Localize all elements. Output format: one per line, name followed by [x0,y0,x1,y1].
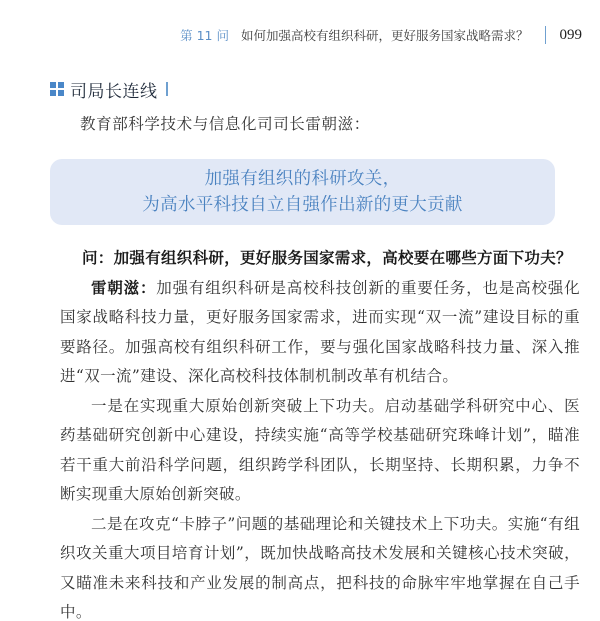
article-body [60,243,580,621]
answer-paragraph-1 [60,273,580,392]
section-bar-decoration [166,82,168,96]
banner-line-1: 加强有组织的科研攻关， [204,169,401,189]
banner-line-2: 为高水平科技自立自强作出新的更大贡献 [142,195,463,215]
chapter-title: 如何加强高校有组织科研，更好服务国家战略需求？ [240,28,529,43]
headline-banner [50,159,555,225]
page-number: 099 [559,26,582,43]
grid-icon [50,82,64,96]
answer-paragraph-2: 一是在实现重大原始创新突破上下功夫。启动基础学科研究中心、医药基础研究创新中心建设，持续实施“高等学校基础研究珠峰计划”，瞄准若干重大前沿科学问题，组织跨学科团队，长期坚持、长期积累，力争不断实现重大原始创新突破。 [60,396,580,503]
question: 问：加强有组织科研，更好服务国家需求，高校要在哪些方面下功夫？ [82,248,572,267]
header-divider [545,26,546,44]
answer-text-1: 加强有组织科研是高校科技创新的重要任务，也是高校强化国家战略科技力量，更好服务国家需求，进而实现“双一流”建设目标的重要路径。加强高校有组织科研工作，要与强化国家战略科技力量、深入推进“双一流”建设、深化高校科技体制机制改革有机结合。 [60,278,580,385]
section-heading [50,77,168,101]
chapter-label: 第 11 问 [180,28,229,43]
speaker-name: 雷朝滋： [91,277,157,297]
answer-paragraph-3: 二是在攻克“卡脖子”问题的基础理论和关键技术上下功夫。实施“有组织攻关重大项目培育计划”，既加快战略高技术发展和关键核心技术突破，又瞄准未来科技和产业发展的制高点，把科技的命脉牢牢地掌握在自己手中。 [60,514,580,621]
running-header [180,24,582,46]
speaker-intro: 教育部科学技术与信息化司司长雷朝滋： [80,115,370,133]
section-title: 司局长连线 [70,81,158,102]
